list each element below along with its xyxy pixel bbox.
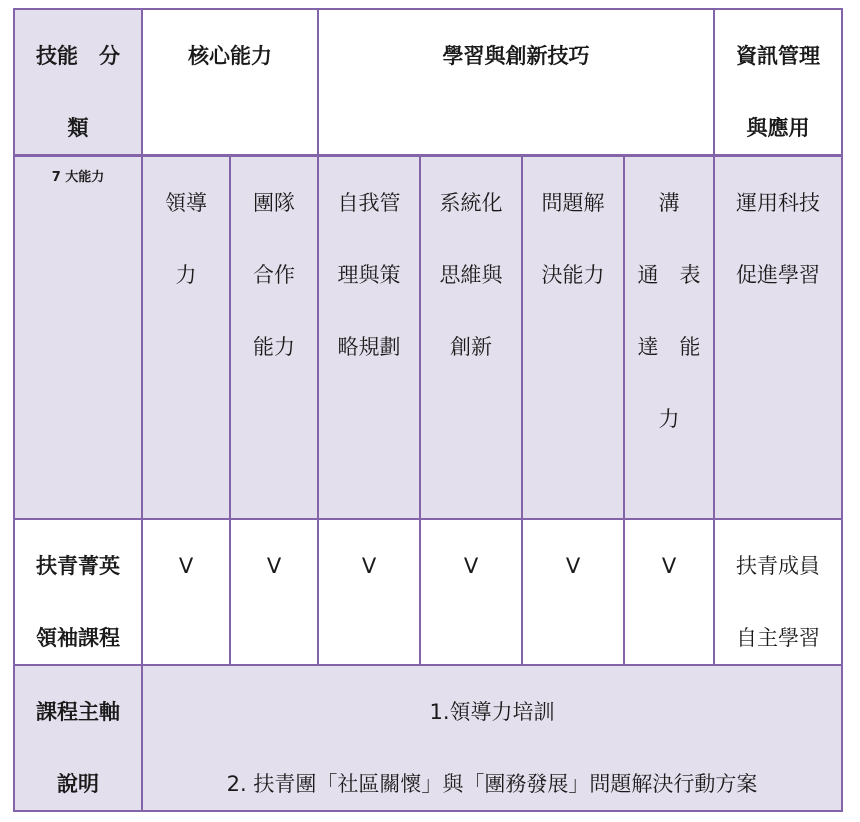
check-mark: V bbox=[361, 554, 377, 578]
ability-leadership bbox=[141, 154, 231, 520]
check-mark: V bbox=[463, 554, 479, 578]
abilities-row-label-text: 7 大能力 bbox=[51, 170, 105, 185]
course-mark-systems-thinking bbox=[419, 518, 523, 666]
ability-systems-thinking-line-3: 創新 bbox=[450, 335, 492, 359]
ability-communication bbox=[623, 154, 715, 520]
ability-teamwork-line-2: 合作 bbox=[253, 263, 295, 287]
header-learning-innovation bbox=[317, 8, 715, 156]
course-self-learning-line-2: 自主學習 bbox=[736, 626, 820, 650]
course-mark-problem-solving bbox=[521, 518, 625, 666]
check-mark: V bbox=[178, 554, 194, 578]
ability-communication-line-1: 溝 bbox=[658, 191, 680, 215]
header-core-abilities bbox=[141, 8, 319, 156]
ability-tech-learning-line-2: 促進學習 bbox=[736, 263, 820, 287]
ability-self-management-line-1: 自我管 bbox=[337, 191, 401, 215]
header-core-label: 核心能力 bbox=[188, 44, 272, 68]
ability-tech-learning bbox=[713, 154, 843, 520]
ability-systems-thinking-line-1: 系統化 bbox=[439, 191, 503, 215]
course-self-learning-line-1: 扶青成員 bbox=[736, 554, 820, 578]
header-info-management bbox=[713, 8, 843, 156]
description-row-label bbox=[13, 664, 143, 812]
description-label-line-2: 說明 bbox=[57, 772, 99, 796]
check-mark: V bbox=[266, 554, 282, 578]
course-mark-teamwork bbox=[229, 518, 319, 666]
course-mark-self-management bbox=[317, 518, 421, 666]
ability-teamwork-line-3: 能力 bbox=[253, 335, 295, 359]
ability-communication-line-2: 通 表 bbox=[637, 263, 701, 287]
ability-problem-solving-line-1: 問題解 bbox=[541, 191, 605, 215]
ability-self-management-line-2: 理與策 bbox=[337, 263, 401, 287]
course-row-label bbox=[13, 518, 143, 666]
description-content bbox=[141, 664, 843, 812]
description-line-1: 1.領導力培訓 bbox=[429, 700, 555, 724]
ability-self-management bbox=[317, 154, 421, 520]
course-self-learning bbox=[713, 518, 843, 666]
course-label-line-1: 扶青菁英 bbox=[36, 554, 120, 578]
check-mark: V bbox=[661, 554, 677, 578]
ability-communication-line-4: 力 bbox=[658, 407, 680, 431]
description-label-line-1: 課程主軸 bbox=[36, 700, 120, 724]
ability-teamwork-line-1: 團隊 bbox=[253, 191, 295, 215]
abilities-row-label bbox=[13, 154, 143, 520]
header-info-line-2: 與應用 bbox=[746, 116, 810, 140]
ability-self-management-line-3: 略規劃 bbox=[337, 335, 401, 359]
ability-tech-learning-line-1: 運用科技 bbox=[736, 191, 820, 215]
ability-systems-thinking bbox=[419, 154, 523, 520]
description-line-2: 2. 扶青團「社區關懷」與「團務發展」問題解決行動方案 bbox=[226, 772, 758, 796]
course-label-line-2: 領袖課程 bbox=[36, 626, 120, 650]
header-skill-category bbox=[13, 8, 143, 156]
course-mark-communication bbox=[623, 518, 715, 666]
header-skill-category-line-2: 類 bbox=[67, 116, 89, 140]
ability-communication-line-3: 達 能 bbox=[637, 335, 701, 359]
header-learning-label: 學習與創新技巧 bbox=[442, 44, 590, 68]
ability-leadership-line-2: 力 bbox=[175, 263, 197, 287]
header-skill-category-line-1: 技能 分 bbox=[36, 44, 120, 68]
header-info-line-1: 資訊管理 bbox=[736, 44, 820, 68]
check-mark: V bbox=[565, 554, 581, 578]
ability-problem-solving-line-2: 決能力 bbox=[541, 263, 605, 287]
ability-leadership-line-1: 領導 bbox=[165, 191, 207, 215]
course-mark-leadership bbox=[141, 518, 231, 666]
ability-problem-solving bbox=[521, 154, 625, 520]
ability-systems-thinking-line-2: 思維與 bbox=[439, 263, 503, 287]
ability-teamwork bbox=[229, 154, 319, 520]
